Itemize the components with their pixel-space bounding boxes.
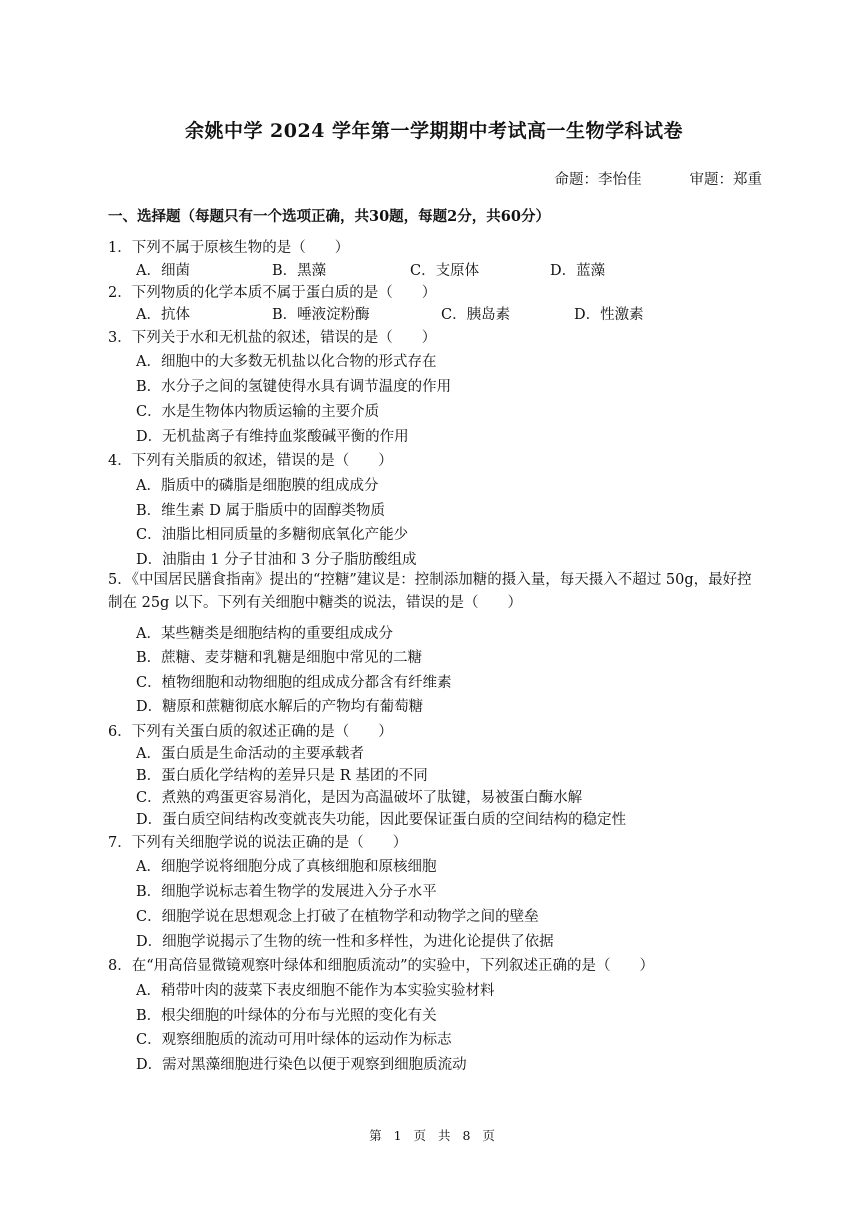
question-1-option-a: A．细菌 xyxy=(136,263,190,279)
question-5-option-b: B．蔗糖、麦芽糖和乳糖是细胞中常见的二糖 xyxy=(136,650,423,666)
question-6-stem: 6．下列有关蛋白质的叙述正确的是（ ） xyxy=(108,724,393,740)
question-3-option-d: D．无机盐离子有维持血浆酸碱平衡的作用 xyxy=(136,429,409,445)
question-8-option-a: A．稍带叶肉的菠菜下表皮细胞不能作为本实验实验材料 xyxy=(136,983,495,999)
question-7-stem: 7．下列有关细胞学说的说法正确的是（ ） xyxy=(108,835,408,851)
question-4-option-d: D．油脂由 1 分子甘油和 3 分子脂肪酸组成 xyxy=(136,552,417,568)
question-1-stem: 1．下列不属于原核生物的是（ ） xyxy=(108,240,350,256)
question-5-option-a: A．某些糖类是细胞结构的重要组成成分 xyxy=(136,626,393,642)
section-heading: 一、选择题（每题只有一个选项正确，共30题，每题2分，共60分） xyxy=(108,208,550,225)
question-5-option-d: D．糖原和蔗糖彻底水解后的产物均有葡萄糖 xyxy=(136,699,424,715)
question-5-stem: 5．《中国居民膳食指南》提出的“控糖”建议是：控制添加糖的摄入量，每天摄入不超过 50g，最好控制在 25g 以下。下列有关细胞中糖类的说法，错误的是（ ） xyxy=(108,572,752,611)
question-8-stem: 8．在“用高倍显微镜观察叶绿体和细胞质流动”的实验中，下列叙述正确的是（ ） xyxy=(108,958,655,974)
question-3-stem: 3．下列关于水和无机盐的叙述，错误的是（ ） xyxy=(108,330,437,346)
question-1-option-c: C．支原体 xyxy=(410,263,480,279)
question-2-stem: 2．下列物质的化学本质不属于蛋白质的是（ ） xyxy=(108,285,437,301)
question-2-option-a: A．抗体 xyxy=(136,307,190,323)
question-1-option-b: B．黑藻 xyxy=(272,263,327,279)
question-3-option-c: C．水是生物体内物质运输的主要介质 xyxy=(136,404,380,420)
question-2-option-b: B．唾液淀粉酶 xyxy=(272,307,370,323)
question-7-option-c: C．细胞学说在思想观念上打破了在植物学和动物学之间的壁垒 xyxy=(136,909,539,925)
exam-title: 余姚中学 2024 学年第一学期期中考试高一生物学科试卷 xyxy=(184,120,684,142)
question-8-option-d: D．需对黑藻细胞进行染色以便于观察到细胞质流动 xyxy=(136,1057,467,1073)
question-6-option-c: C．煮熟的鸡蛋更容易消化，是因为高温破坏了肽键，易被蛋白酶水解 xyxy=(136,790,583,806)
question-4-option-b: B．维生素 D 属于脂质中的固醇类物质 xyxy=(136,503,385,519)
question-1-option-d: D．蓝藻 xyxy=(550,263,606,279)
question-6-option-a: A．蛋白质是生命活动的主要承载者 xyxy=(136,746,364,762)
question-7-option-d: D．细胞学说揭示了生物的统一性和多样性，为进化论提供了依据 xyxy=(136,934,554,950)
question-2-option-d: D．性激素 xyxy=(574,307,644,323)
question-8-option-b: B．根尖细胞的叶绿体的分布与光照的变化有关 xyxy=(136,1008,437,1024)
question-3-option-a: A．细胞中的大多数无机盐以化合物的形式存在 xyxy=(136,354,437,370)
setter-label: 命题：李怡佳 xyxy=(554,172,642,188)
question-8-option-c: C．观察细胞质的流动可用叶绿体的运动作为标志 xyxy=(136,1032,452,1048)
authors-line xyxy=(555,168,763,189)
question-7-option-a: A．细胞学说将细胞分成了真核细胞和原核细胞 xyxy=(136,859,437,875)
page-footer: 第 1 页 共 8 页 xyxy=(369,1128,499,1143)
question-4-option-c: C．油脂比相同质量的多糖彻底氧化产能少 xyxy=(136,527,409,543)
question-7-option-b: B．细胞学说标志着生物学的发展进入分子水平 xyxy=(136,884,437,900)
question-6-option-d: D．蛋白质空间结构改变就丧失功能，因此要保证蛋白质的空间结构的稳定性 xyxy=(136,812,627,828)
question-4-option-a: A．脂质中的磷脂是细胞膜的组成成分 xyxy=(136,478,379,494)
question-4-stem: 4．下列有关脂质的叙述，错误的是（ ） xyxy=(108,453,393,469)
question-6-option-b: B．蛋白质化学结构的差异只是 R 基团的不同 xyxy=(136,768,428,784)
question-5-option-c: C．植物细胞和动物细胞的组成成分都含有纤维素 xyxy=(136,675,452,691)
question-3-option-b: B．水分子之间的氢键使得水具有调节温度的作用 xyxy=(136,379,452,395)
question-2-option-c: C．胰岛素 xyxy=(441,307,511,323)
reviewer-label: 审题：郑重 xyxy=(689,172,762,188)
